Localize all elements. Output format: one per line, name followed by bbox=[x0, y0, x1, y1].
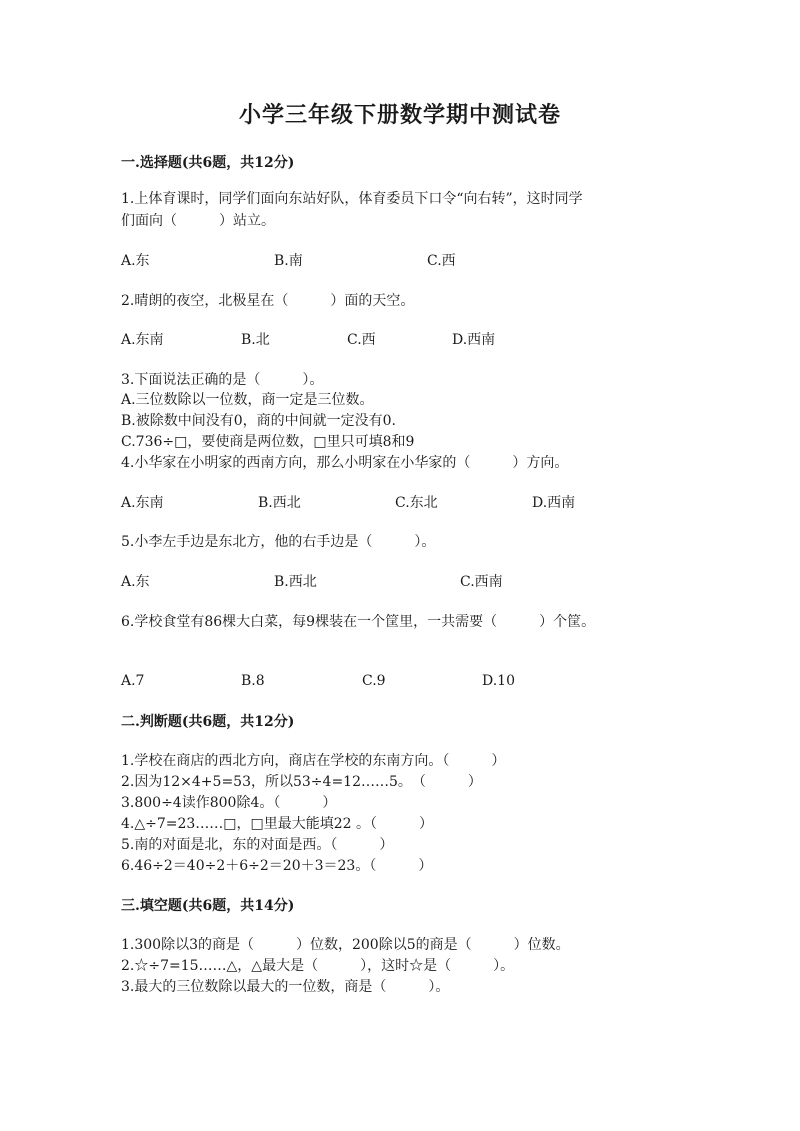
question-text: 6.学校食堂有86棵大白菜，每9棵装在一个筐里，一共需要（ ）个筐。 bbox=[121, 614, 596, 630]
section-heading-fill-blank: 三.填空题(共6题，共14分) bbox=[121, 898, 295, 914]
question-text: B.被除数中间没有0，商的中间就一定没有0. bbox=[121, 413, 397, 429]
question-text: C.736÷□，要使商是两位数，□里只可填8和9 bbox=[121, 434, 415, 450]
option-c: C.西 bbox=[347, 332, 376, 348]
section-heading-judgement: 二.判断题(共6题，共12分) bbox=[121, 714, 295, 730]
question-text: 2.因为12×4+5=53，所以53÷4=12……5。 （ ） bbox=[121, 774, 482, 790]
option-d: D.西南 bbox=[532, 495, 576, 511]
question-text: 1.上体育课时，同学们面向东站好队，体育委员下口令“向右转”，这时同学 bbox=[121, 191, 583, 207]
option-a: A.东 bbox=[121, 253, 150, 269]
page-title: 小学三年级下册数学期中测试卷 bbox=[238, 102, 561, 128]
question-text: 们面向（ ）站立。 bbox=[121, 213, 275, 229]
option-b: B.北 bbox=[241, 332, 270, 348]
question-text: 5.小李左手边是东北方，他的右手边是（ ）。 bbox=[121, 534, 436, 550]
question-text: 1.300除以3的商是（ ）位数，200除以5的商是（ ）位数。 bbox=[121, 937, 570, 953]
option-c: C.西 bbox=[427, 253, 456, 269]
option-d: D.10 bbox=[482, 673, 515, 689]
question-text: 1.学校在商店的西北方向，商店在学校的东南方向。（ ） bbox=[121, 753, 506, 769]
question-text: A.三位数除以一位数，商一定是三位数。 bbox=[121, 392, 374, 408]
option-a: A.东南 bbox=[121, 332, 164, 348]
option-d: D.西南 bbox=[452, 332, 496, 348]
question-text: 3.下面说法正确的是（ ）。 bbox=[121, 372, 324, 388]
option-b: B.西北 bbox=[274, 574, 317, 590]
section-heading-choice: 一.选择题(共6题，共12分) bbox=[121, 155, 295, 171]
option-c: C.西南 bbox=[460, 574, 503, 590]
question-text: 4.小华家在小明家的西南方向，那么小明家在小华家的（ ）方向。 bbox=[121, 455, 569, 471]
question-text: 6.46÷2＝40÷2＋6÷2＝20＋3＝23。（ ） bbox=[121, 858, 433, 874]
question-text: 3.800÷4读作800除4。（ ） bbox=[121, 795, 337, 811]
question-text: 4.△÷7=23……□，□里最大能填22 。（ ） bbox=[121, 816, 434, 832]
option-a: A.东 bbox=[121, 574, 150, 590]
option-c: C.东北 bbox=[395, 495, 438, 511]
question-text: 2.晴朗的夜空，北极星在（ ）面的天空。 bbox=[121, 293, 415, 309]
question-text: 2.☆÷7=15……△，△最大是（ ），这时☆是（ ）。 bbox=[121, 958, 515, 974]
option-c: C.9 bbox=[362, 673, 386, 689]
option-b: B.8 bbox=[241, 673, 265, 689]
question-text: 5.南的对面是北，东的对面是西。（ ） bbox=[121, 837, 394, 853]
option-b: B.南 bbox=[274, 253, 303, 269]
option-a: A.东南 bbox=[121, 495, 164, 511]
question-text: 3.最大的三位数除以最大的一位数，商是（ ）。 bbox=[121, 979, 450, 995]
option-a: A.7 bbox=[121, 673, 145, 689]
option-b: B.西北 bbox=[258, 495, 301, 511]
